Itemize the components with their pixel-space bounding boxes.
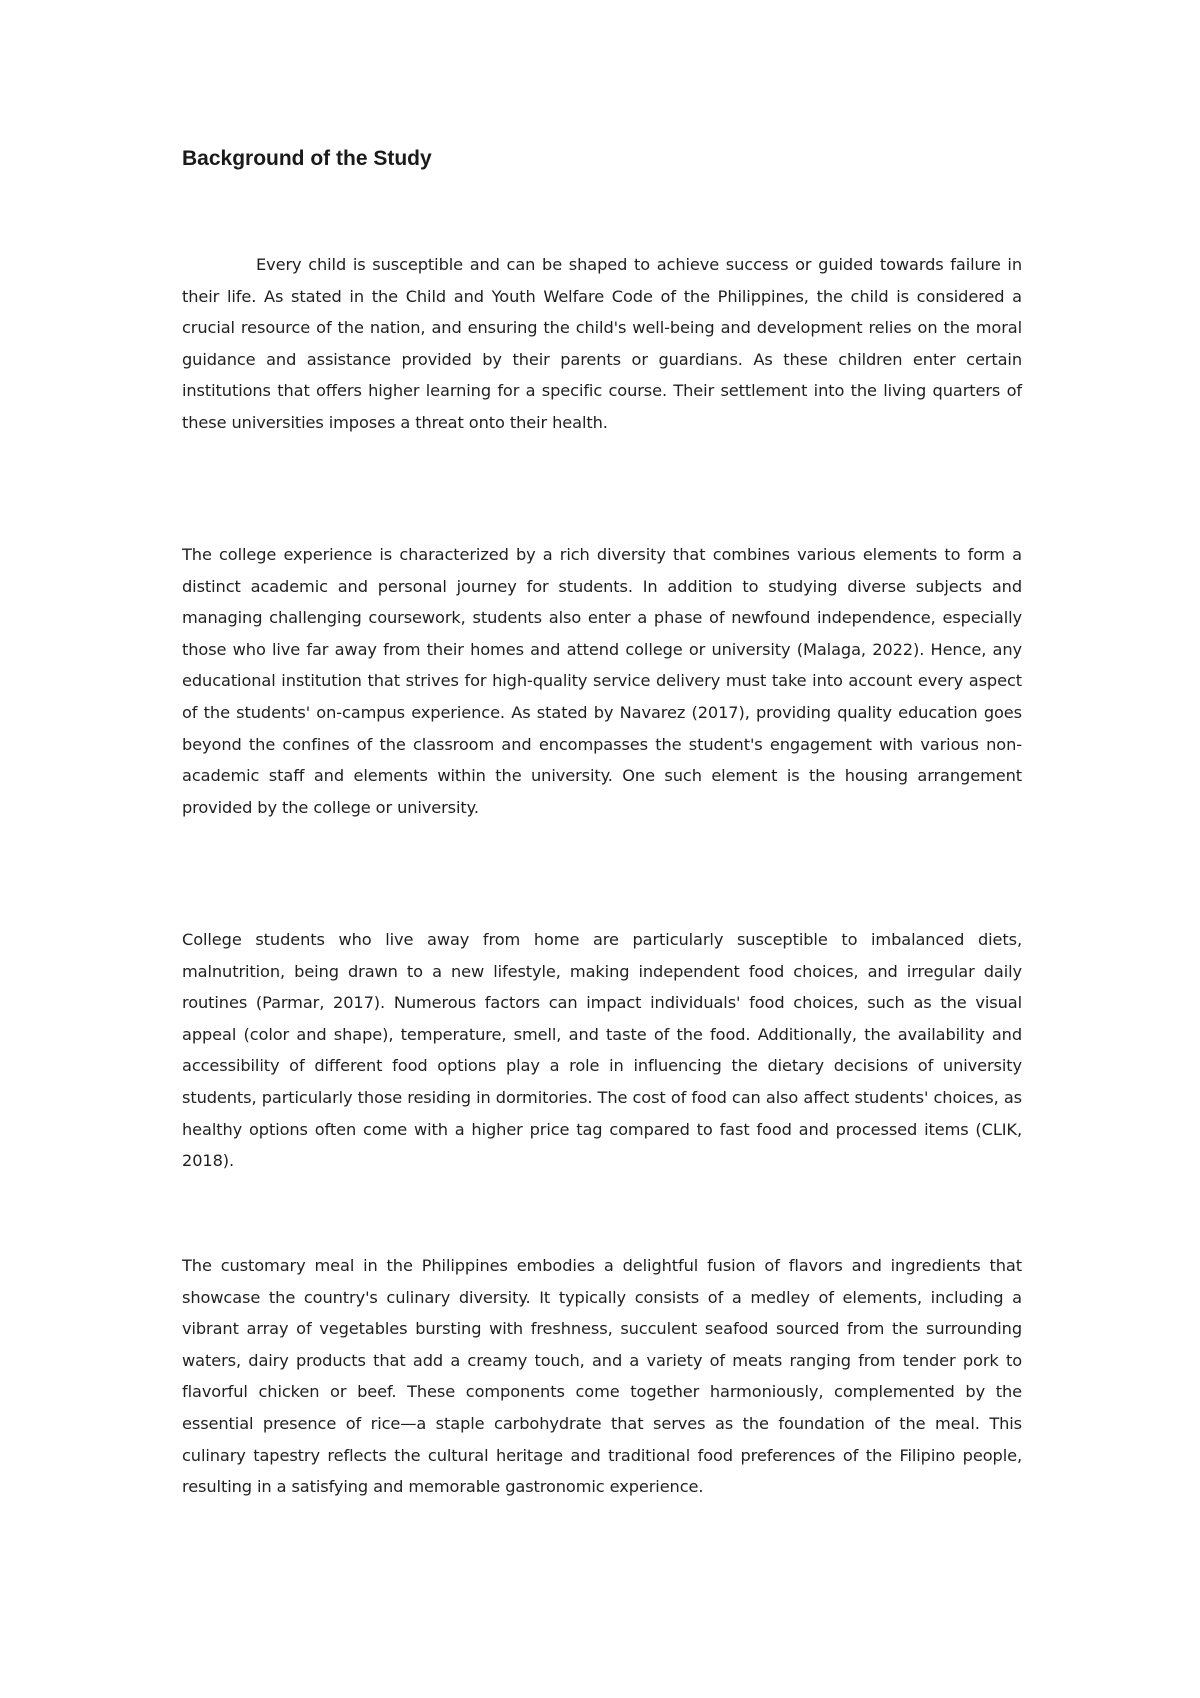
- paragraph-1: Every child is susceptible and can be shaped to achieve success or guided towards failure in their life. As stated in the Child and Youth Welfare Code of the Philippines, the child is considered a crucial resource of the nation, and ensuring the child's well-being and development relies on the moral guidance and assistance provided by their parents or guardians. As these children enter certain institutions that offers higher learning for a specific course. Their settlement into the living quarters of these universities imposes a threat onto their health.: [182, 255, 1022, 432]
- paragraph-3: College students who live away from home are particularly susceptible to imbalanced diets, malnutrition, being drawn to a new lifestyle, making independent food choices, and irregular daily routines (Parmar, 2017). Numerous factors can impact individuals' food choices, such as the visual appeal (color and shape), temperature, smell, and taste of the food. Additionally, the availability and accessibility of different food options play a role in influencing the dietary decisions of university students, particularly those residing in dormitories. The cost of food can also affect students' choices, as healthy options often come with a higher price tag compared to fast food and processed items (CLIK, 2018).: [182, 930, 1022, 1171]
- page-title: Background of the Study: [182, 147, 432, 170]
- paragraph-2: The college experience is characterized by a rich diversity that combines various elements to form a distinct academic and personal journey for students. In addition to studying diverse subjects and managing challenging coursework, students also enter a phase of newfound independence, especially those who live far away from their homes and attend college or university (Malaga, 2022). Hence, any educational institution that strives for high-quality service delivery must take into account every aspect of the students' on-campus experience. As stated by Navarez (2017), providing quality education goes beyond the confines of the classroom and encompasses the student's engagement with various non-academic staff and elements within the university. One such element is the housing arrangement provided by the college or university.: [182, 545, 1022, 817]
- paragraph-4: The customary meal in the Philippines embodies a delightful fusion of flavors and ingredients that showcase the country's culinary diversity. It typically consists of a medley of elements, including a vibrant array of vegetables bursting with freshness, succulent seafood sourced from the surrounding waters, dairy products that add a creamy touch, and a variety of meats ranging from tender pork to flavorful chicken or beef. These components come together harmoniously, complemented by the essential presence of rice—a staple carbohydrate that serves as the foundation of the meal. This culinary tapestry reflects the cultural heritage and traditional food preferences of the Filipino people, resulting in a satisfying and memorable gastronomic experience.: [182, 1256, 1022, 1497]
